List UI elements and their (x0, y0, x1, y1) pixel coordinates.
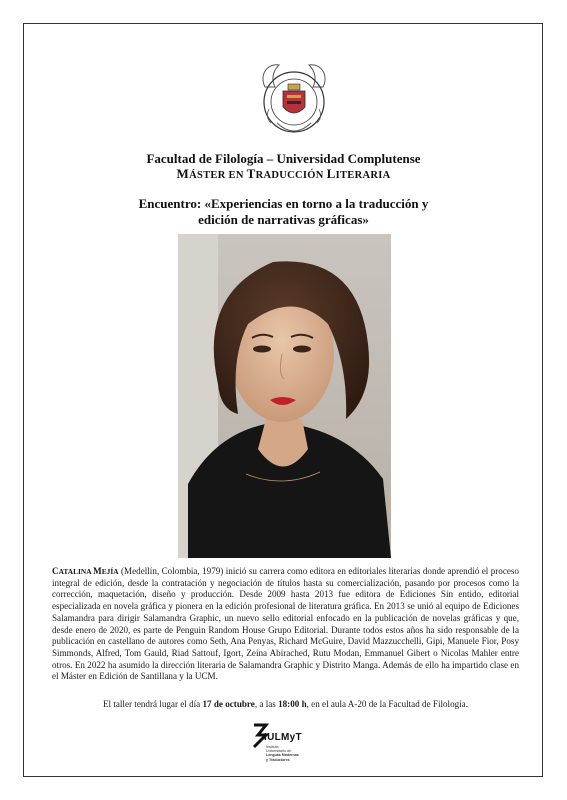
workshop-time: 18:00 h (278, 699, 307, 709)
workshop-note: El taller tendrá lugar el día 17 de octubre, a las 18:00 h, en el aula A-20 de la Facultad de Filología. (102, 699, 468, 709)
university-seal-icon (257, 57, 331, 143)
logo-wordmark: IULMyT (264, 732, 302, 743)
iulmyt-logo (248, 715, 314, 771)
speaker-photo (178, 234, 391, 558)
faculty-title: Facultad de Filología – Universidad Complutense (146, 151, 421, 166)
master-title: MÁSTER EN TRADUCCIÓN LITERARIA (176, 166, 391, 181)
speaker-name: CATALINA MEJÍA (52, 566, 119, 576)
workshop-date: 17 de octubre (202, 699, 255, 709)
logo-subtitle: Instituto Universitario de Lenguas Modernas y Traductores (266, 745, 299, 762)
biography-text: (Medellín, Colombia, 1979) inició su carrera como editora en editoriales literarias donde aprendió el proceso integral de edición, desde la contratación y negociación de títulos hasta su comercialización, pasando por procesos como la corrección, maquetación, diseño y producción. Desde 2009 hasta 2013 fue editora de Ediciones Sin entido, editorial especializada en novela gráfica y pionera en la edición profesional de literatura gráfica. En 2013 se unió al equipo de Ediciones Salamandra para dirigir Salamandra Graphic, un nuevo sello editorial enfocado en la publicación de novelas gráficas y que, desde enero de 2020, es parte de Penguin Random House Grupo Editorial. Durante todos estos años ha sido responsable de la publicación en castellano de autores como Seth, Ana Penyas, Richard McGuire, David Mazzucchelli, Gipi, Manuele Fior, Posy Simmonds, Alfred, Tom Gauld, Riad Sattouf, Igort, Zeina Abirached, Rutu Modan, Emmanuel Gibert o Nicolas Mahler entre otros. En 2022 ha asumido la dirección literaria de Salamandra Graphic y Distrito Manga. Además de ello ha impartido clase en el Máster en Edición de Santillana y la UCM. (52, 566, 519, 682)
event-title (0, 196, 567, 228)
event-title-line2: edición de narrativas gráficas» (198, 212, 369, 227)
event-title-line1: Encuentro: «Experiencias en torno a la traducción y (138, 196, 429, 211)
speaker-biography (52, 566, 519, 683)
